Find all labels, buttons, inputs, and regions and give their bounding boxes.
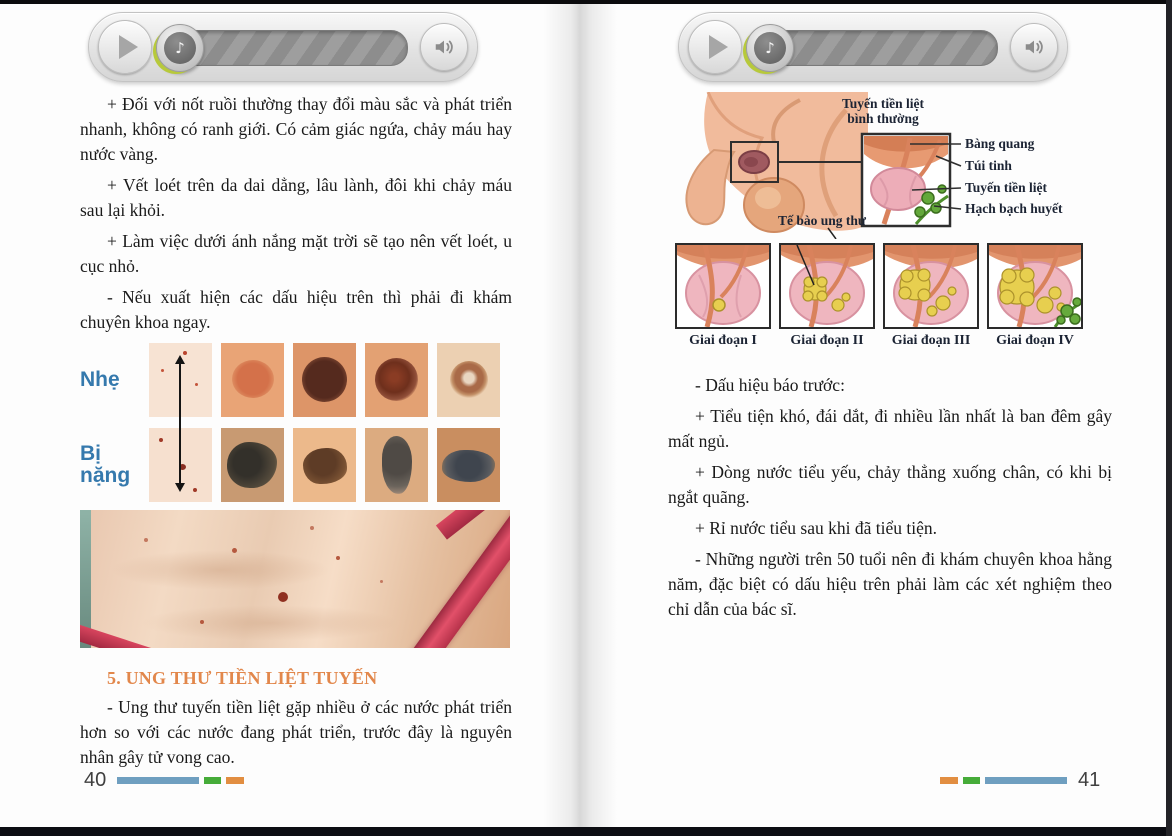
mole-dot <box>144 538 148 542</box>
footer-bar-orange <box>940 777 958 784</box>
mole-cell <box>221 428 284 502</box>
page-number: 41 <box>1078 769 1101 791</box>
paragraph: - Những người trên 50 tuổi nên đi khám chuyên khoa hằng năm, đặc biệt có dấu hiệu trên phải làm các xét nghiệm theo chỉ dẫn của bác sĩ. <box>668 549 1112 619</box>
paragraph: + Làm việc dưới ánh nắng mặt trời sẽ tạo nên vết loét, u cục nhỏ. <box>80 231 512 276</box>
footer-bar-green <box>963 777 980 784</box>
footer-bar-blue <box>985 777 1067 784</box>
mole <box>450 361 488 399</box>
mole-cell <box>365 428 428 502</box>
mole-dot <box>310 526 314 530</box>
volume-button[interactable] <box>1010 23 1058 71</box>
row-label-severe: Bị nặng <box>80 442 131 487</box>
volume-button[interactable] <box>420 23 468 71</box>
photo-shading <box>110 550 330 590</box>
paragraph: - Nếu xuất hiện các dấu hiệu trên thì phải đi khám chuyên khoa ngay. <box>80 287 512 332</box>
mole-dot <box>159 438 163 442</box>
skin-photo <box>80 510 510 648</box>
stage-panel-3 <box>883 243 979 329</box>
stage-label-2: Giai đoạn II <box>790 333 864 348</box>
page-footer <box>78 770 244 790</box>
mole-cell <box>437 343 500 417</box>
stage-panel-2 <box>779 243 875 329</box>
stage-panel-4 <box>987 243 1083 329</box>
diagram-title <box>806 96 960 126</box>
diagram-label-prostate: Tuyến tiền liệt <box>965 180 1048 195</box>
page-footer <box>940 770 1106 790</box>
mole-cell <box>221 343 284 417</box>
progress-knob[interactable] <box>746 24 794 72</box>
mole-dot <box>380 580 383 583</box>
mole <box>302 357 347 402</box>
mole-cell <box>293 343 356 417</box>
page-number: 40 <box>84 769 107 791</box>
progress-track-zone <box>156 23 410 71</box>
mole-dot <box>193 488 197 492</box>
left-page-text <box>80 92 512 770</box>
window-right-edge <box>1166 0 1172 836</box>
mole-cell <box>365 343 428 417</box>
mole-cell <box>437 428 500 502</box>
section-heading: 5. UNG THƯ TIỀN LIỆT TUYẾN <box>107 668 378 688</box>
mole-dot <box>161 369 164 372</box>
mole-severity-figure <box>80 343 512 502</box>
diagram-label-seminal-vesicle: Túi tinh <box>965 158 1012 173</box>
mole-dot <box>200 620 204 624</box>
stage-label-4: Giai đoạn IV <box>996 333 1074 348</box>
stage-labels-row <box>675 333 1166 349</box>
mole <box>232 360 274 398</box>
footer-bar-orange <box>226 777 244 784</box>
right-page-text <box>668 373 1112 622</box>
page-left <box>0 4 570 827</box>
play-button[interactable] <box>688 20 742 74</box>
paragraph: + Tiểu tiện khó, đái dắt, đi nhiều lần nhất là ban đêm gây mất ngủ. <box>668 406 1112 451</box>
prostate-diagram <box>678 92 1108 239</box>
paragraph: - Dấu hiệu báo trước: <box>695 375 845 395</box>
play-button[interactable] <box>98 20 152 74</box>
severity-arrow <box>179 358 181 489</box>
footer-bar-blue <box>117 777 199 784</box>
mole-dot <box>195 383 198 386</box>
audio-player <box>88 12 478 82</box>
paragraph: + Đối với nốt ruồi thường thay đổi màu sắc và phát triển nhanh, không có ranh giới. Có cảm giác ngứa, chảy máu hay nước vàng. <box>80 94 512 164</box>
diagram-label-lymph-nodes: Hạch bạch huyết <box>965 201 1063 216</box>
mole <box>303 448 347 484</box>
page-right <box>586 4 1166 827</box>
mole <box>442 450 495 482</box>
paragraph: + Rỉ nước tiểu sau khi đã tiểu tiện. <box>695 518 937 538</box>
stage-panel-1 <box>675 243 771 329</box>
cancer-stages-row <box>675 243 1166 329</box>
stage-label-3: Giai đoạn III <box>891 333 971 348</box>
progress-knob[interactable] <box>156 24 204 72</box>
mole <box>375 358 418 401</box>
paragraph: + Dòng nước tiểu yếu, chảy thẳng xuống chân, có khi bị ngắt quãng. <box>668 462 1112 507</box>
progress-track-zone <box>746 23 1000 71</box>
mole-dot <box>336 556 340 560</box>
music-note-icon: ♪ <box>164 32 196 64</box>
mole-cell <box>293 428 356 502</box>
music-note-icon: ♪ <box>754 32 786 64</box>
window-top-edge <box>0 0 1172 4</box>
red-strap <box>436 510 502 540</box>
progress-track[interactable] <box>766 30 998 66</box>
play-icon <box>709 35 728 59</box>
diagram-label-cancer-cells: Tế bào ung thư <box>778 213 867 228</box>
paragraph: + Vết loét trên da dai dẳng, lâu lành, đôi khi chảy máu sau lại khỏi. <box>80 175 512 220</box>
row-label-mild: Nhẹ <box>80 368 120 391</box>
diagram-label-bladder: Bàng quang <box>965 136 1035 151</box>
speaker-icon <box>1023 36 1045 58</box>
mole <box>382 436 412 494</box>
stage-label-1: Giai đoạn I <box>689 333 757 348</box>
paragraph: - Ung thư tuyến tiền liệt gặp nhiều ở các nước phát triển hơn so với các nước đang phát triển, trước đây là nguyên nhân gây tử vong cao. <box>80 697 512 767</box>
photo-shading <box>140 605 400 641</box>
audio-player <box>678 12 1068 82</box>
diagram-title-line1: Tuyến tiền liệt <box>841 96 924 111</box>
play-icon <box>119 35 138 59</box>
progress-track[interactable] <box>176 30 408 66</box>
footer-bar-green <box>204 777 221 784</box>
window-bottom-edge <box>0 827 1172 836</box>
mole-dot <box>232 548 237 553</box>
mole <box>227 442 277 488</box>
speaker-icon <box>433 36 455 58</box>
mole-dot <box>278 592 288 602</box>
diagram-title-line2: bình thường <box>847 111 919 126</box>
